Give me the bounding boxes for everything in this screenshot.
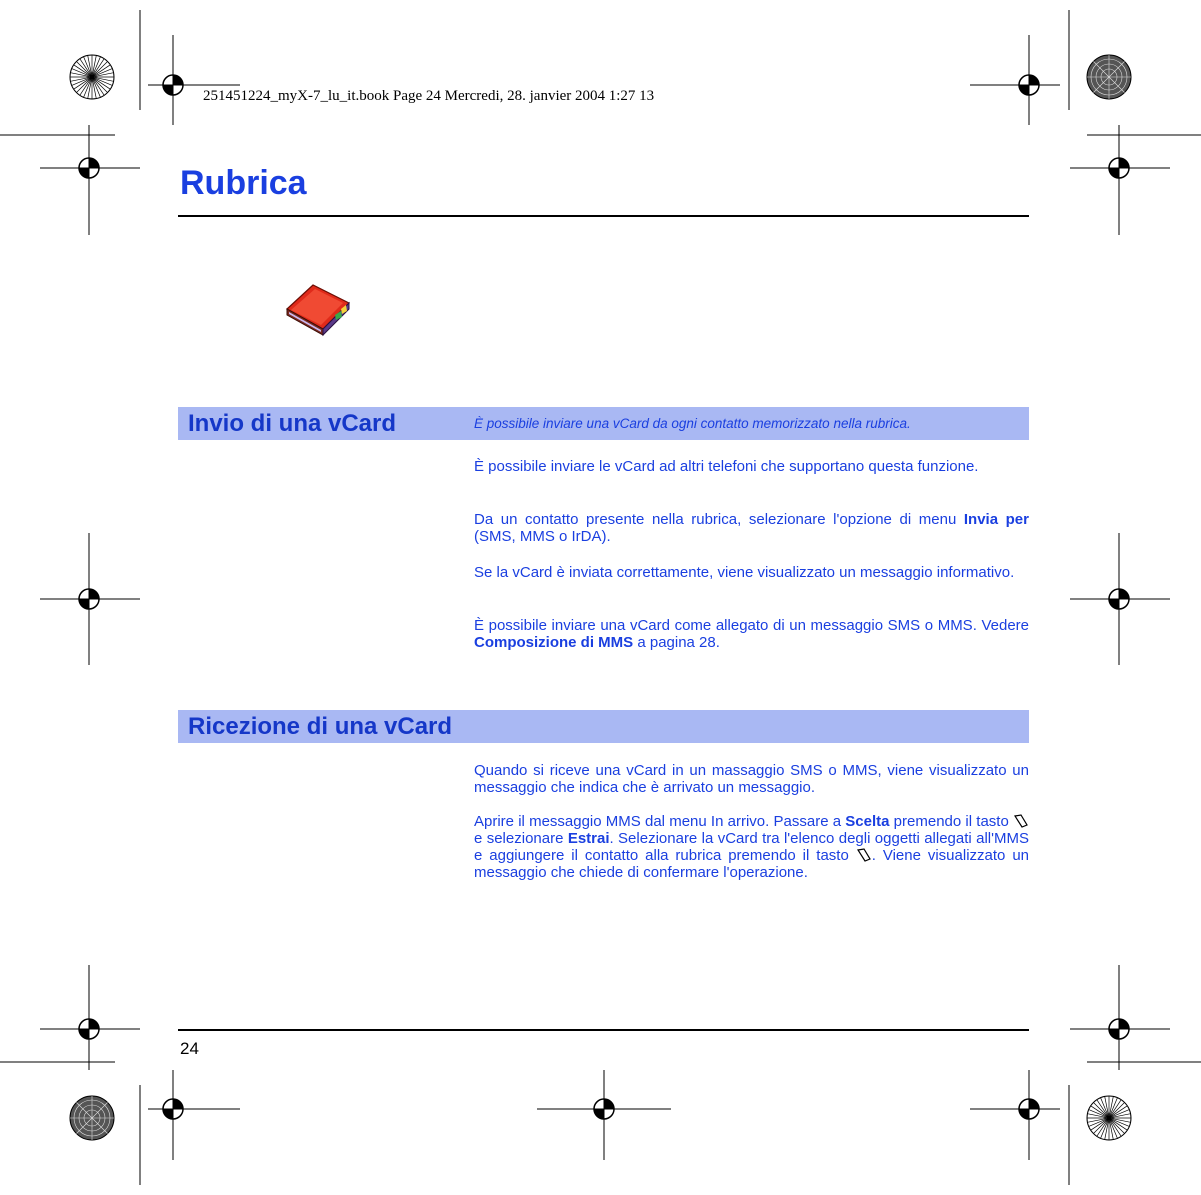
- section-header-invio: [178, 407, 1029, 440]
- paragraph: [474, 458, 1029, 475]
- menu-option-invia-per: Invia per: [963, 511, 1029, 528]
- softkey-icon: [856, 847, 872, 863]
- paragraph-text: . Selezionare la vCard tra l'elenco degli oggetti allegati all'MMS e aggiungere il contatto alla rubrica premendo il tasto: [474, 830, 1029, 864]
- paragraph-text: Se la vCard è inviata correttamente, viene visualizzato un messaggio informativo.: [474, 564, 1015, 581]
- title-divider: [178, 215, 1029, 217]
- book-header-info: 251451224_myX-7_lu_it.book Page 24 Mercredi, 28. janvier 2004 1:27 13: [203, 88, 655, 104]
- paragraph-text: Da un contatto presente nella rubrica, selezionare l'opzione di menu: [474, 511, 964, 528]
- address-book-icon: [283, 281, 353, 337]
- paragraph-text: premendo il tasto: [889, 813, 1013, 830]
- section-title: Invio di una vCard: [188, 410, 397, 437]
- paragraph-text: È possibile inviare le vCard ad altri telefoni che supportano questa funzione.: [474, 458, 979, 475]
- paragraph-text: Quando si riceve una vCard in un massaggio SMS o MMS, viene visualizzato un messaggio che indica che è arrivato un messaggio.: [474, 762, 1029, 796]
- paragraph: [474, 617, 1029, 651]
- paragraph: [474, 564, 1029, 581]
- paragraph-text: È possibile inviare una vCard come allegato di un messaggio SMS o MMS. Vedere: [474, 617, 1029, 634]
- menu-option-scelta: Scelta: [845, 813, 890, 830]
- section-header-ricezione: [178, 710, 1029, 743]
- paragraph: [474, 511, 1029, 545]
- paragraph: [474, 813, 1029, 881]
- section-title: Ricezione di una vCard: [188, 713, 453, 740]
- softkey-icon: [1013, 813, 1029, 829]
- paragraph-text: . Viene visualizzato un messaggio che chiede di confermare l'operazione.: [474, 847, 1029, 881]
- paragraph-text: (SMS, MMS o IrDA).: [474, 528, 611, 545]
- paragraph-text: e selezionare: [474, 830, 568, 847]
- footer-divider: [178, 1029, 1029, 1031]
- cross-reference: Composizione di MMS: [474, 634, 634, 651]
- paragraph-text: a pagina 28.: [633, 634, 720, 651]
- page-number: 24: [180, 1039, 199, 1058]
- page-title: Rubrica: [180, 164, 307, 202]
- section-intro: È possibile inviare una vCard da ogni contatto memorizzato nella rubrica.: [474, 416, 911, 431]
- paragraph-text: Aprire il messaggio MMS dal menu In arrivo. Passare a: [474, 813, 846, 830]
- paragraph: [474, 762, 1029, 796]
- menu-option-estrai: Estrai: [567, 830, 610, 847]
